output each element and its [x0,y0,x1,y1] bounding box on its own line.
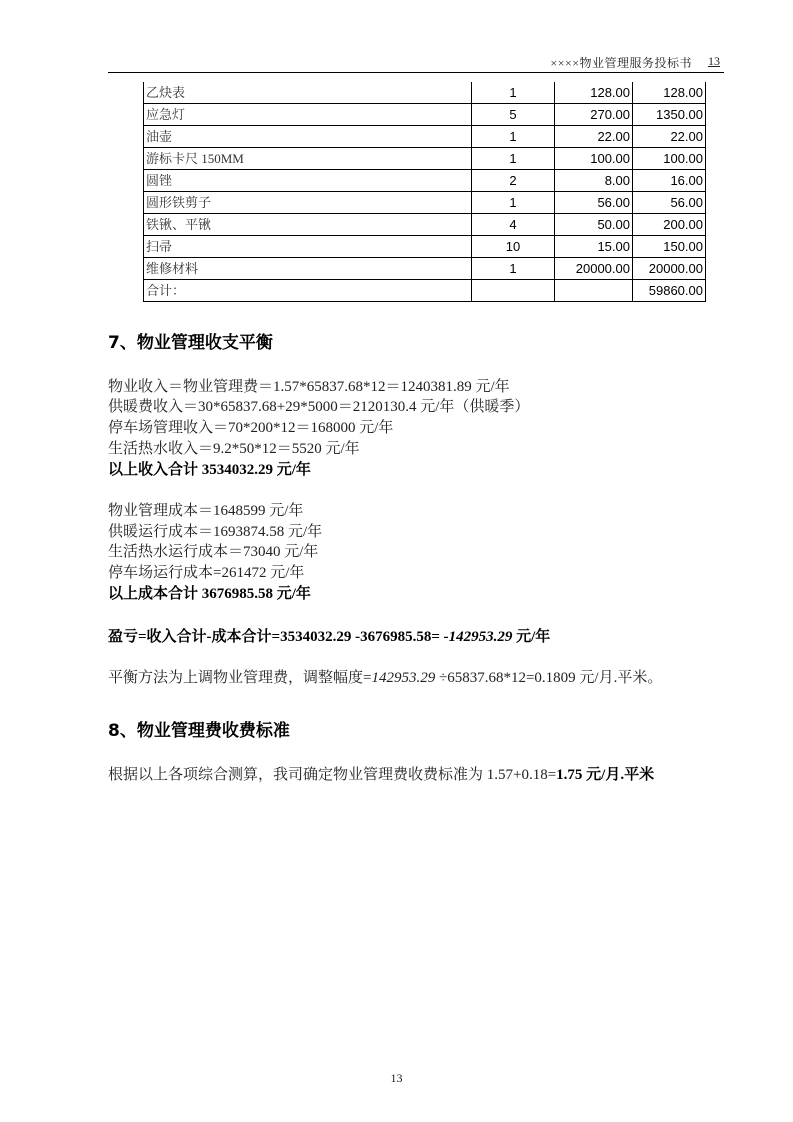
table-row [144,236,706,258]
cell-qty: 10 [472,236,555,258]
cell-qty: 5 [472,104,555,126]
income-line-1: 物业收入＝物业管理费＝1.57*65837.68*12＝1240381.89 元/年 [108,379,510,395]
cost-line-2: 供暖运行成本＝1693874.58 元/年 [108,524,323,540]
cell-price: 15.00 [555,236,633,258]
cell-price: 50.00 [555,214,633,236]
table-row [144,214,706,236]
table-row [144,280,706,302]
cell-name: 合计： [144,280,472,302]
profit-unit: 元/年 [512,629,551,645]
header-page-number: 13 [708,54,720,68]
fee-standard-value: 1.75 元/月.平米 [556,767,655,783]
cell-total: 100.00 [633,148,706,170]
table-row [144,104,706,126]
cell-name: 圆锉 [144,170,472,192]
table-row [144,170,706,192]
income-line-2: 供暖费收入＝30*65837.68+29*5000＝2120130.4 元/年（供暖季） [108,399,530,415]
cell-qty: 2 [472,170,555,192]
cell-name: 应急灯 [144,104,472,126]
cell-name: 扫帚 [144,236,472,258]
profit-formula: 盈亏=收入合计-成本合计=3534032.29 -3676985.58= [108,629,444,645]
income-line-4: 生活热水收入＝9.2*50*12＝5520 元/年 [108,441,360,457]
cell-qty: 1 [472,126,555,148]
cell-price: 22.00 [555,126,633,148]
cell-qty: 1 [472,82,555,104]
income-line-3: 停车场管理收入＝70*200*12＝168000 元/年 [108,420,394,436]
cell-price: 270.00 [555,104,633,126]
materials-table [143,82,706,302]
cell-price: 128.00 [555,82,633,104]
cell-qty: 1 [472,258,555,280]
cell-name: 游标卡尺 150MM [144,148,472,170]
cell-qty: 1 [472,192,555,214]
table-row [144,192,706,214]
balance-formula: ÷65837.68*12=0.1809 元/月.平米。 [435,670,663,686]
table-row [144,258,706,280]
cell-price: 100.00 [555,148,633,170]
cell-qty: 1 [472,148,555,170]
page-header [108,52,724,73]
balance-text: 平衡方法为上调物业管理费，调整幅度= [108,670,372,686]
cost-line-3: 生活热水运行成本＝73040 元/年 [108,544,319,560]
table-row [144,126,706,148]
cost-line-1: 物业管理成本＝1648599 元/年 [108,503,304,519]
income-total: 以上收入合计 3534032.29 元/年 [108,462,311,478]
cell-price: 56.00 [555,192,633,214]
cell-total: 20000.00 [633,258,706,280]
table-row [144,148,706,170]
cell-total: 1350.00 [633,104,706,126]
cell-total: 59860.00 [633,280,706,302]
table-row [144,82,706,104]
balance-value: 142953.29 [371,670,436,686]
balance-line [108,668,662,688]
cell-qty [472,280,555,302]
cell-total: 22.00 [633,126,706,148]
cell-total: 56.00 [633,192,706,214]
cell-name: 铁锹、平锹 [144,214,472,236]
cost-line-4: 停车场运行成本=261472 元/年 [108,565,305,581]
profit-line [108,627,550,647]
cell-total: 16.00 [633,170,706,192]
cell-name: 圆形铁剪子 [144,192,472,214]
cell-name: 乙炔表 [144,82,472,104]
page-footer-number: 13 [390,1071,403,1085]
header-title: ××××物业管理服务投标书 [550,56,692,70]
section-7-heading: 7、物业管理收支平衡 [108,333,273,353]
cell-name: 维修材料 [144,258,472,280]
cell-total: 150.00 [633,236,706,258]
fee-standard-line [108,765,654,785]
cost-total: 以上成本合计 3676985.58 元/年 [108,586,311,602]
cell-price [555,280,633,302]
cell-total: 200.00 [633,214,706,236]
cell-qty: 4 [472,214,555,236]
cell-price: 20000.00 [555,258,633,280]
fee-standard-text: 根据以上各项综合测算，我司确定物业管理费收费标准为 1.57+0.18= [108,767,557,783]
cell-name: 油壶 [144,126,472,148]
cell-price: 8.00 [555,170,633,192]
section-8-heading: 8、物业管理费收费标准 [108,721,290,741]
profit-value: -142953.29 [443,629,513,645]
cell-total: 128.00 [633,82,706,104]
